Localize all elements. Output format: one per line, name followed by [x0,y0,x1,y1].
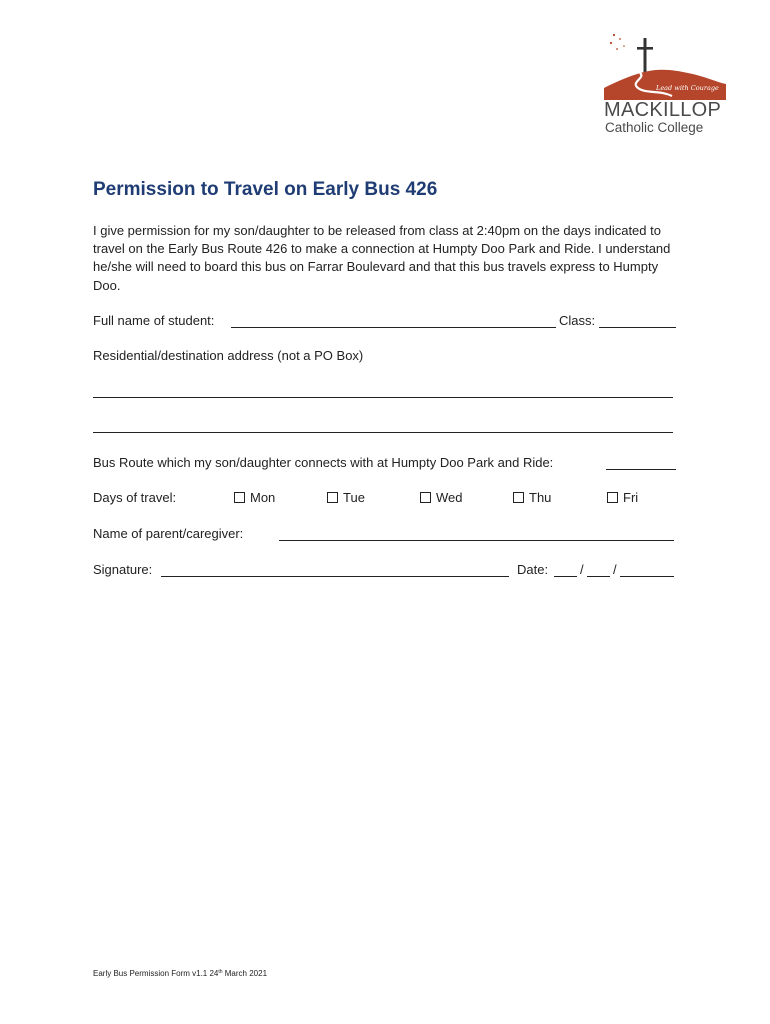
form-version-footer: Early Bus Permission Form v1.1 24th March 2021 [93,969,268,978]
day-label: Wed [436,490,463,505]
day-label: Tue [343,490,365,505]
logo-motto: Lead with Courage [656,84,719,92]
day-option-mon[interactable] [234,490,275,506]
cross-icon [637,38,653,74]
bus-route-label: Bus Route which my son/daughter connects with at Humpty Doo Park and Ride: [93,455,554,470]
address-field-line-1[interactable] [93,383,673,398]
date-separator: / [580,562,584,577]
address-field-line-2[interactable] [93,418,673,433]
day-label: Mon [250,490,276,505]
permission-statement: I give permission for my son/daughter to be released from class at 2:40pm on the days indicated to travel on the Early Bus Route 426 to make a connection at Humpty Doo Park and Ride. I understand he/she will need to board this bus on Farrar Boulevard and that this bus travels express to Humpty Doo. [93,223,671,293]
day-label: Fri [623,490,639,505]
checkbox-icon[interactable] [327,492,338,503]
checkbox-icon[interactable] [513,492,524,503]
day-option-tue[interactable] [327,490,365,506]
date-year-field[interactable] [620,562,674,577]
date-day-field[interactable] [554,562,577,577]
date-label: Date: [517,562,549,577]
signature-label: Signature: [93,562,153,577]
signature-field[interactable] [161,562,509,577]
bus-route-field[interactable] [606,455,676,470]
logo-college-subtitle: Catholic College [605,120,704,135]
student-name-field[interactable] [231,313,556,328]
checkbox-icon[interactable] [607,492,618,503]
address-label: Residential/destination address (not a PO Box) [93,348,364,363]
day-option-thu[interactable] [513,490,551,506]
day-label: Thu [529,490,552,505]
day-option-fri[interactable] [607,490,638,506]
date-month-field[interactable] [587,562,610,577]
stars-icon [610,34,625,50]
logo-college-name: MACKILLOP [604,99,722,121]
class-label: Class: [559,313,596,328]
checkbox-icon[interactable] [234,492,245,503]
form-title: Permission to Travel on Early Bus 426 [93,179,438,200]
student-name-label: Full name of student: [93,313,215,328]
class-field[interactable] [599,313,676,328]
day-option-wed[interactable] [420,490,463,506]
date-separator: / [613,562,617,577]
parent-name-field[interactable] [279,526,674,541]
checkbox-icon[interactable] [420,492,431,503]
days-of-travel-label: Days of travel: [93,490,177,505]
parent-name-label: Name of parent/caregiver: [93,526,244,541]
college-logo [600,30,730,140]
